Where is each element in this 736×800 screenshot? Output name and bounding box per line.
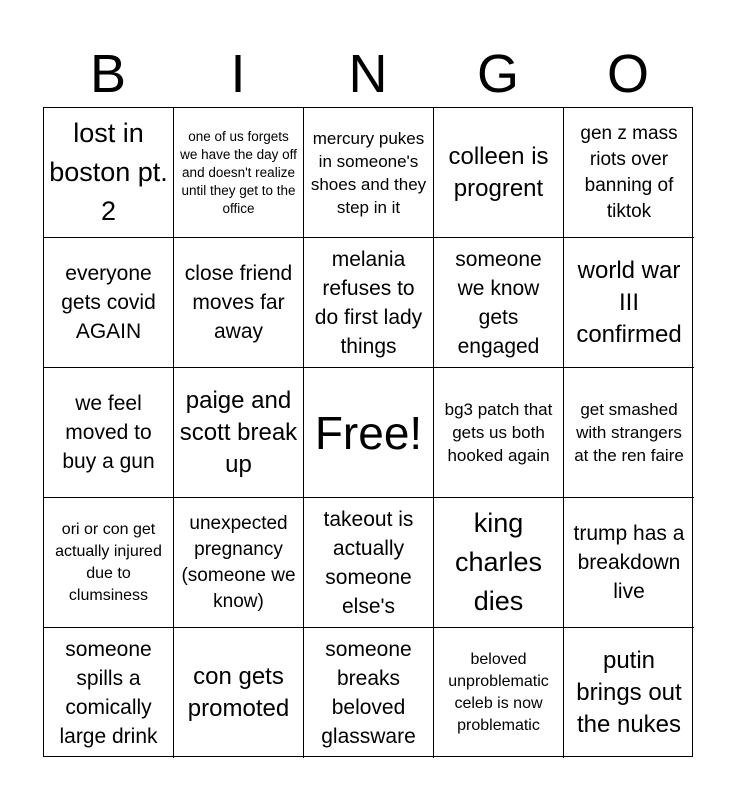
cell-text: paige and scott break up <box>179 386 298 478</box>
bingo-cell[interactable] <box>44 108 174 238</box>
bingo-cell[interactable] <box>44 498 174 628</box>
bingo-cell[interactable] <box>174 238 304 368</box>
cell-text: ori or con get actually injured due to clumsiness <box>55 520 162 604</box>
cell-text: colleen is progrent <box>448 142 549 202</box>
bingo-cell[interactable] <box>564 628 694 758</box>
cell-text: one of us forgets we have the day off and doesn't realize until they get to the office <box>180 128 297 216</box>
header-letter-n: N <box>348 44 388 104</box>
bingo-cell[interactable] <box>174 498 304 628</box>
bingo-cell[interactable] <box>564 108 694 238</box>
cell-text: con gets promoted <box>187 663 290 722</box>
bingo-cell[interactable] <box>304 238 434 368</box>
cell-text: gen z mass riots over banning of tiktok <box>580 122 678 222</box>
bingo-cell[interactable] <box>174 628 304 758</box>
bingo-cell[interactable] <box>564 238 694 368</box>
cell-text: unexpected pregnancy (someone we know) <box>181 512 296 612</box>
bingo-cell[interactable] <box>304 498 434 628</box>
bingo-cell[interactable] <box>44 238 174 368</box>
bingo-cell[interactable] <box>434 498 564 628</box>
cell-text: close friend moves far away <box>184 262 293 343</box>
bingo-cell[interactable] <box>564 498 694 628</box>
bingo-cell[interactable] <box>434 238 564 368</box>
bingo-cell[interactable] <box>434 628 564 758</box>
bingo-header <box>43 44 693 104</box>
cell-text: lost in boston pt. 2 <box>49 118 168 226</box>
cell-text: get smashed with strangers at the ren faire <box>574 400 684 465</box>
bingo-cell[interactable] <box>564 368 694 498</box>
cell-text: beloved unproblematic celeb is now problematic <box>448 651 549 734</box>
header-letter-b: B <box>89 44 127 104</box>
cell-text: someone spills a comically large drink <box>59 638 158 748</box>
bingo-cell[interactable] <box>304 108 434 238</box>
cell-text: we feel moved to buy a gun <box>62 392 155 473</box>
cell-text: trump has a breakdown live <box>573 522 685 603</box>
header-letter-g: G <box>476 44 519 104</box>
bingo-cell[interactable] <box>44 628 174 758</box>
bingo-board <box>43 107 693 757</box>
free-space-label: Free! <box>314 406 423 459</box>
cell-text: mercury pukes in someone's shoes and they step in it <box>310 128 427 217</box>
cell-text: world war III confirmed <box>576 256 682 348</box>
bingo-cell[interactable] <box>304 628 434 758</box>
cell-text: someone we know gets engaged <box>455 247 542 358</box>
cell-text: king charles dies <box>454 508 543 616</box>
bingo-cell[interactable] <box>44 368 174 498</box>
header-letter-i: I <box>230 44 246 104</box>
cell-text: someone breaks beloved glassware <box>321 638 416 748</box>
bingo-cell[interactable] <box>174 108 304 238</box>
cell-text: putin brings out the nukes <box>576 647 682 738</box>
cell-text: everyone gets covid AGAIN <box>61 262 156 343</box>
cell-text: melania refuses to do first lady things <box>314 247 423 358</box>
bingo-cell[interactable] <box>434 368 564 498</box>
bingo-cell[interactable] <box>434 108 564 238</box>
cell-text: takeout is actually someone else's <box>323 507 414 618</box>
header-letter-o: O <box>606 44 649 104</box>
bingo-cell[interactable] <box>174 368 304 498</box>
cell-text: bg3 patch that gets us both hooked again <box>444 400 553 465</box>
free-space[interactable] <box>304 368 434 498</box>
